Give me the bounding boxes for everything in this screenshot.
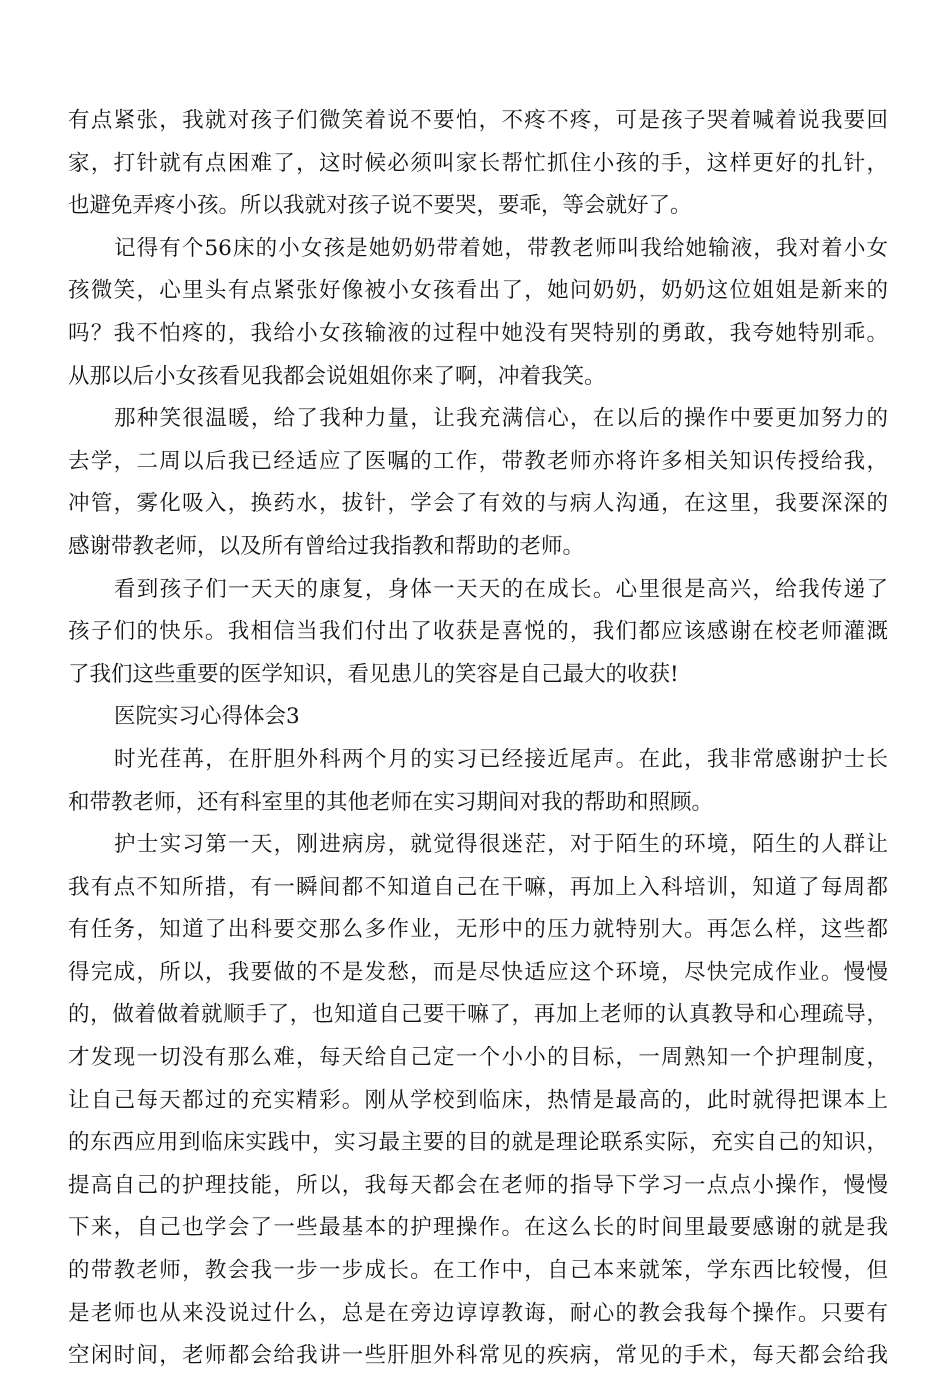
text-line: 有点紧张，我就对孩子们微笑着说不要怕，不疼不疼，可是孩子哭着喊着说我要回: [68, 108, 888, 133]
document-page: [68, 100, 888, 1378]
text-line: 感谢带教老师，以及所有曾给过我指教和帮助的老师。: [68, 533, 585, 559]
text-line: 也避免弄疼小孩。所以我就对孩子说不要哭，要乖，等会就好了。: [68, 193, 692, 219]
text-line: 的，做着做着就顺手了，也知道自己要干嘛了，再加上老师的认真教导和心理疏导，: [68, 1002, 888, 1028]
text-line: 让自己每天都过的充实精彩。刚从学校到临床，热情是最高的，此时就得把课本上: [68, 1087, 888, 1113]
text-line: 的东西应用到临床实践中，实习最主要的目的就是理论联系实际，充实自己的知识，: [68, 1130, 888, 1156]
text-line: 了我们这些重要的医学知识，看见患儿的笑容是自己最大的收获!: [68, 661, 679, 687]
text-line: 和带教老师，还有科室里的其他老师在实习期间对我的帮助和照顾。: [68, 789, 714, 815]
text-line: 护士实习第一天，刚进病房，就觉得很迷茫，对于陌生的环境，陌生的人群让: [114, 832, 888, 858]
text-line: 从那以后小女孩看见我都会说姐姐你来了啊，冲着我笑。: [68, 363, 606, 389]
text-line: 去学，二周以后我已经适应了医嘱的工作，带教老师亦将许多相关知识传授给我，: [68, 448, 888, 474]
text-line: 那种笑很温暖，给了我种力量，让我充满信心，在以后的操作中要更加努力的: [114, 406, 888, 432]
text-line: 孩子们的快乐。我相信当我们付出了收获是喜悦的，我们都应该感谢在校老师灌溉: [68, 619, 888, 645]
text-line: 下来，自己也学会了一些最基本的护理操作。在这么长的时间里最要感谢的就是我: [68, 1215, 888, 1241]
text-line: 得完成，所以，我要做的不是发愁，而是尽快适应这个环境，尽快完成作业。慢慢: [68, 959, 888, 985]
text-line: 有任务，知道了出科要交那么多作业，无形中的压力就特别大。再怎么样，这些都: [68, 917, 888, 943]
text-line: 医院实习心得体会3: [114, 704, 300, 730]
text-line: 时光荏苒，在肝胆外科两个月的实习已经接近尾声。在此，我非常感谢护士长: [114, 746, 888, 772]
text-line: 冲管，雾化吸入，换药水，拔针，学会了有效的与病人沟通，在这里，我要深深的: [68, 491, 888, 517]
text-line: 提高自己的护理技能，所以，我每天都会在老师的指导下学习一点点小操作，慢慢: [68, 1172, 888, 1198]
text-line: 空闲时间，老师都会给我讲一些肝胆外科常见的疾病，常见的手术，每天都会给我: [68, 1343, 888, 1369]
text-line: 记得有个56床的小女孩是她奶奶带着她，带教老师叫我给她输液，我对着小女: [114, 235, 888, 261]
text-line: 看到孩子们一天天的康复，身体一天天的在成长。心里很是高兴，给我传递了: [114, 576, 888, 602]
text-line: 才发现一切没有那么难，每天给自己定一个小小的目标，一周熟知一个护理制度，: [68, 1045, 888, 1071]
text-line: 吗？我不怕疼的，我给小女孩输液的过程中她没有哭特别的勇敢，我夸她特别乖。: [68, 320, 888, 346]
text-line: 的带教老师，教会我一步一步成长。在工作中，自己本来就笨，学东西比较慢，但: [68, 1258, 888, 1284]
text-line: 是老师也从来没说过什么，总是在旁边谆谆教诲，耐心的教会我每个操作。只要有: [68, 1300, 888, 1326]
text-line: 我有点不知所措，有一瞬间都不知道自己在干嘛，再加上入科培训，知道了每周都: [68, 874, 888, 900]
text-line: 家，打针就有点困难了，这时候必须叫家长帮忙抓住小孩的手，这样更好的扎针，: [68, 150, 888, 176]
text-line: 孩微笑，心里头有点紧张好像被小女孩看出了，她问奶奶，奶奶这位姐姐是新来的: [68, 278, 888, 304]
